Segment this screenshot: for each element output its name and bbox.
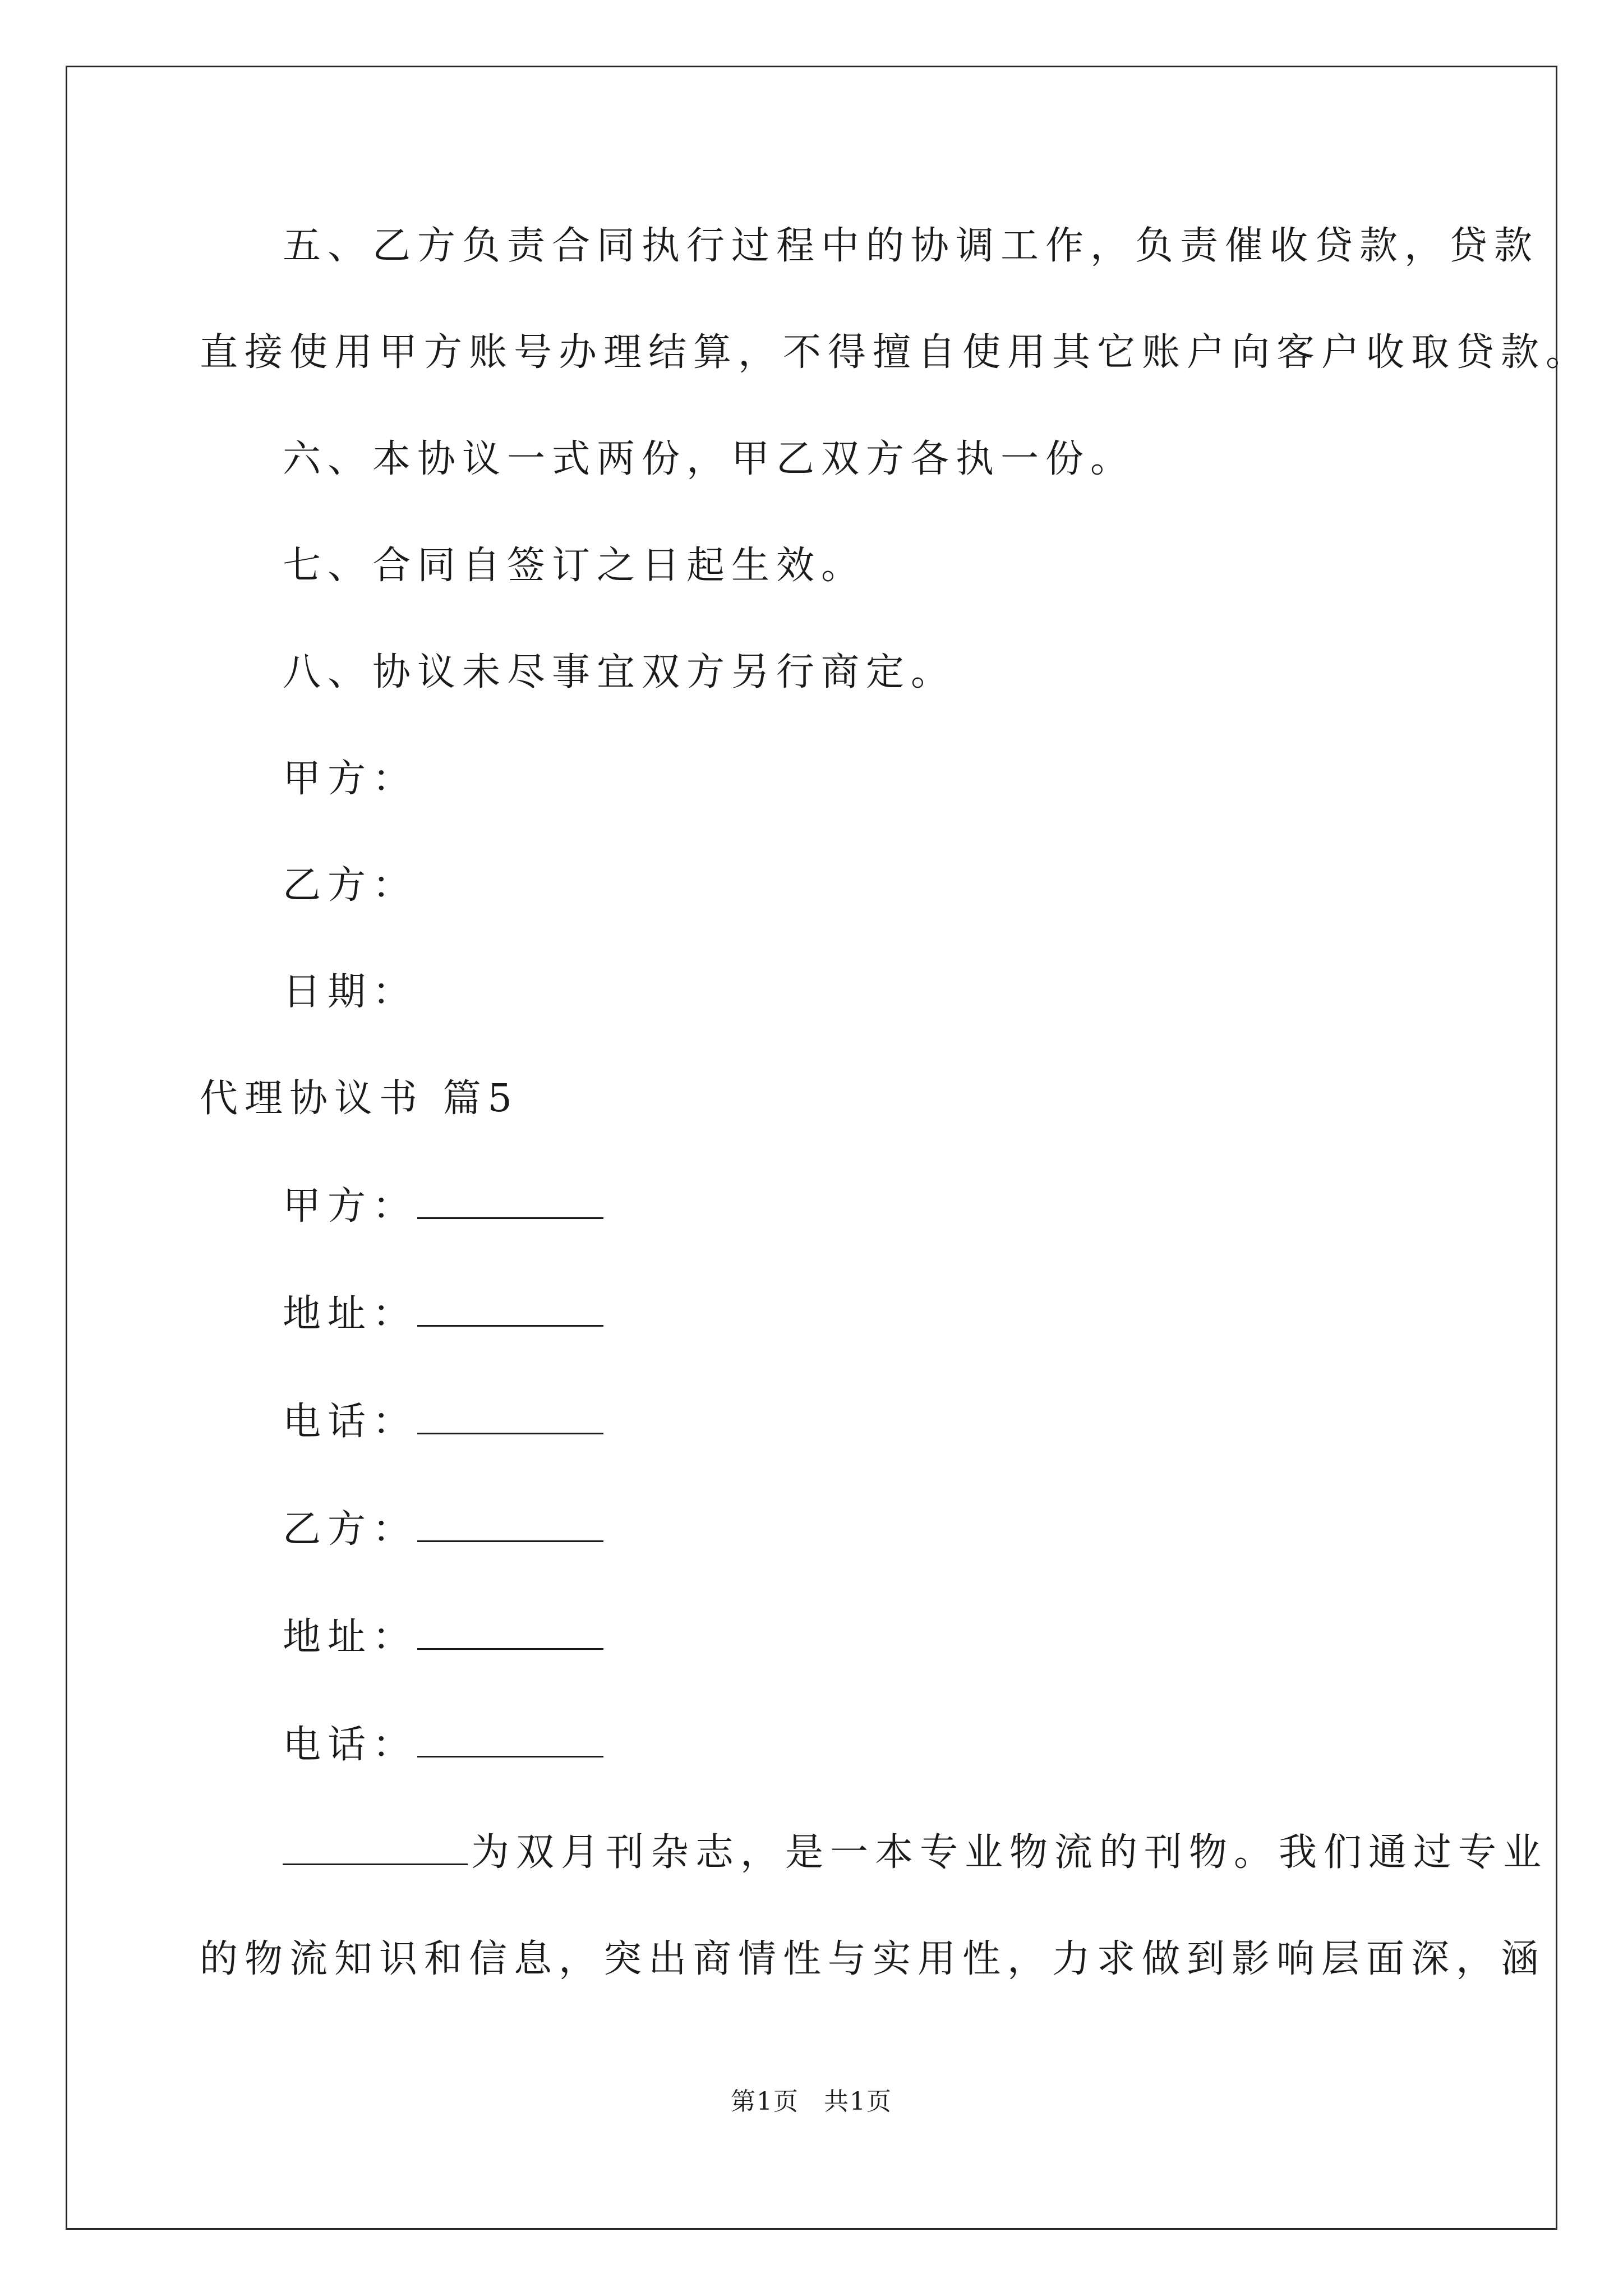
field-label: 甲方：	[283, 1184, 418, 1228]
field-address-b	[200, 1609, 1433, 1665]
field-label: 乙方：	[283, 1507, 418, 1552]
fill-in-blank	[417, 1286, 603, 1327]
clause-5-line-1: 五、乙方负责合同执行过程中的协调工作，负责催收贷款，贷款	[283, 224, 1539, 268]
intro-line-2: 的物流知识和信息，突出商情性与实用性，力求做到影响层面深，涵	[200, 1937, 1546, 1981]
field-phone-b	[200, 1717, 1433, 1773]
signature-party-a: 甲方：	[283, 757, 418, 801]
fill-in-blank	[417, 1501, 603, 1542]
fill-in-blank	[417, 1393, 603, 1434]
field-label: 电话：	[283, 1723, 418, 1767]
clause-8: 八、协议未尽事宜双方另行商定。	[283, 650, 956, 694]
fill-in-blank	[417, 1178, 603, 1219]
signature-date: 日期：	[283, 970, 418, 1014]
page-footer	[0, 2081, 1623, 2117]
field-label: 电话：	[283, 1400, 418, 1444]
clause-5-line-2: 直接使用甲方账号办理结算，不得擅自使用其它账户向客户收取贷款。	[200, 330, 1591, 375]
clause-7: 七、合同自签订之日起生效。	[283, 544, 866, 588]
clause-6: 六、本协议一式两份，甲乙双方各执一份。	[283, 437, 1136, 481]
fill-in-blank	[283, 1824, 468, 1865]
field-address-a	[200, 1286, 1433, 1342]
field-party-b	[200, 1501, 1433, 1557]
signature-party-b: 乙方：	[283, 863, 418, 908]
page-number-current: 第1页	[731, 2087, 799, 2116]
field-label: 地址：	[283, 1292, 418, 1336]
page-number-total: 共1页	[824, 2087, 892, 2116]
intro-line-1	[200, 1824, 1548, 1880]
field-phone-a	[200, 1393, 1433, 1450]
field-label: 地址：	[283, 1615, 418, 1659]
fill-in-blank	[417, 1717, 603, 1757]
intro-text: 为双月刊杂志，是一本专业物流的刊物。我们通过专业	[471, 1830, 1548, 1875]
fill-in-blank	[417, 1609, 603, 1650]
field-party-a	[200, 1178, 1433, 1234]
document-body	[200, 219, 1591, 1987]
section-title: 代理协议书 篇5	[200, 1076, 519, 1121]
